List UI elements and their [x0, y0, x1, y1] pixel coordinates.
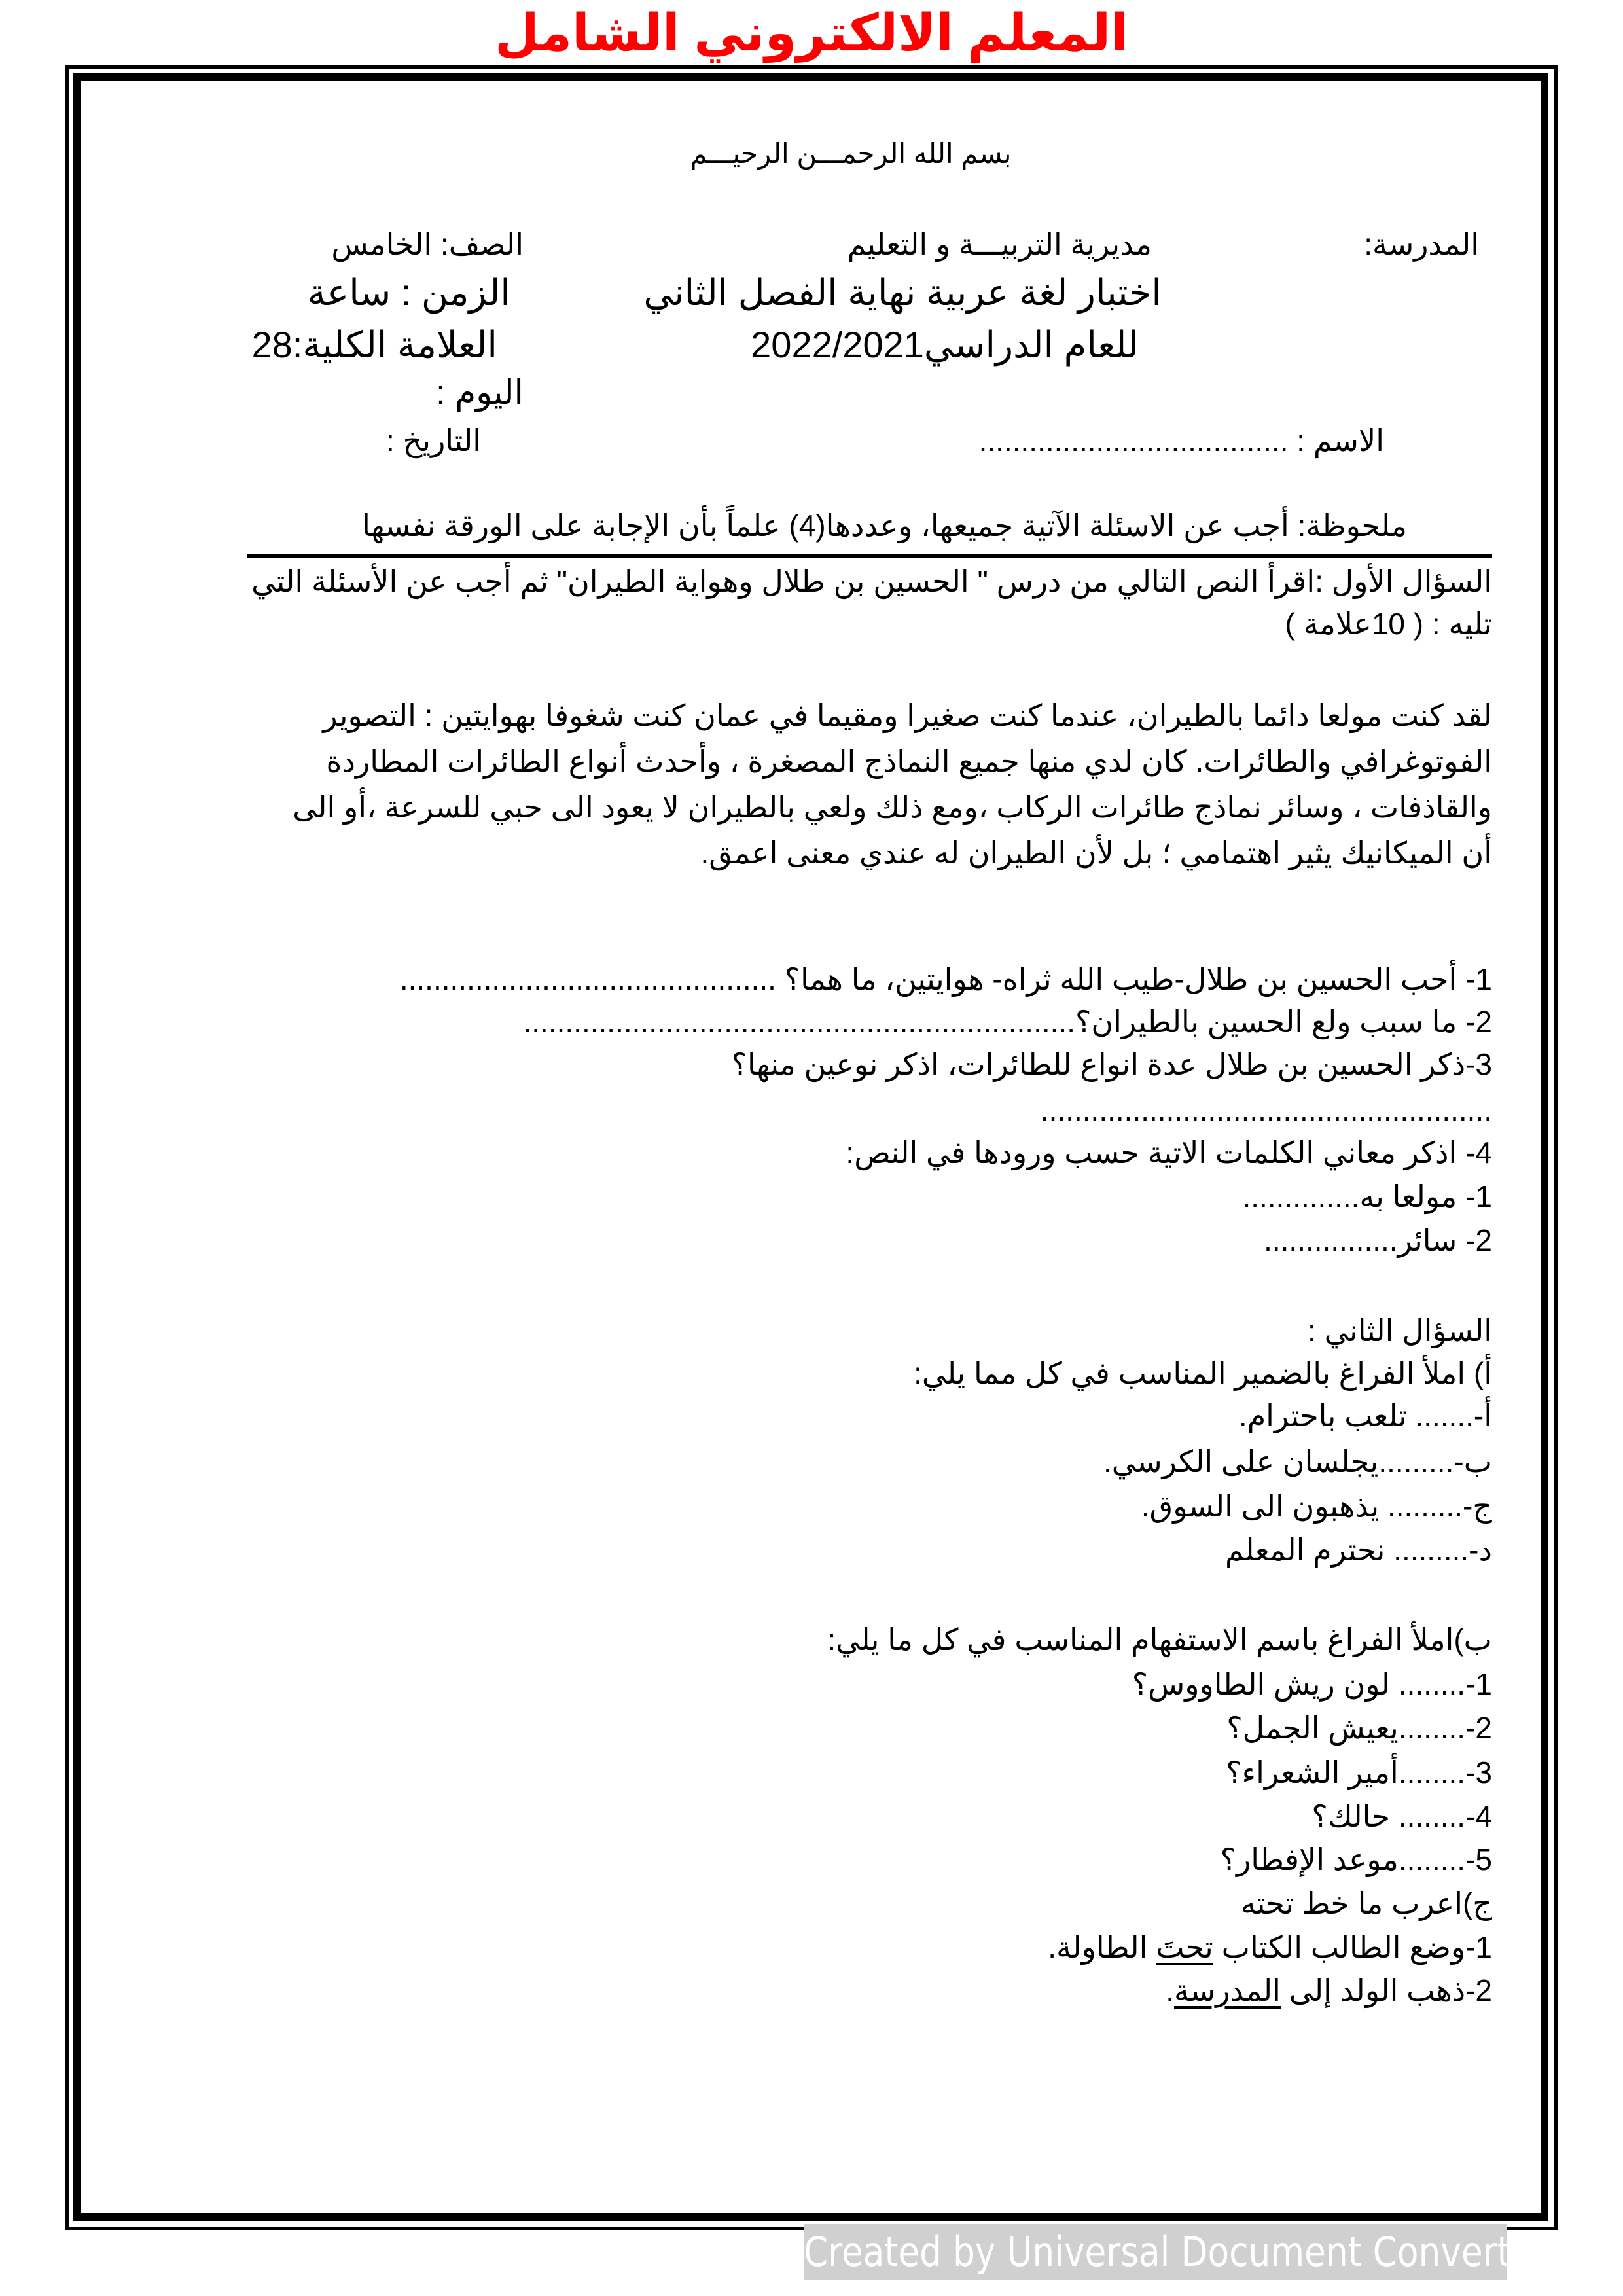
- answer-line[interactable]: ......................................................: [1040, 1093, 1492, 1127]
- q2c-item-text: .: [1166, 1973, 1174, 2007]
- q1-item-3: 3-ذكر الحسين بن طلال عدة انواع للطائرات، اذكر نوعين منها؟: [731, 1047, 1492, 1081]
- academic-year: للعام الدراسي2022/2021: [751, 324, 1139, 365]
- passage-line: أن الميكانيك يثير اهتمامي ؛ بل لأن الطيران له عندي معنى اعمق.: [700, 836, 1492, 870]
- q1-item-4-word-2: 2- سائر................: [1264, 1223, 1492, 1257]
- school-label: المدرسة:: [1364, 227, 1479, 261]
- q2b-item: 2-........يعيش الجمل؟: [1226, 1711, 1492, 1745]
- site-title: المعلم الالكتروني الشامل: [495, 4, 1128, 62]
- q2a-item: ب-.........يجلسان على الكرسي.: [1103, 1444, 1492, 1479]
- q2a-item: ج-......... يذهبون الى السوق.: [1141, 1489, 1492, 1523]
- passage-line: والقاذفات ، وسائر نماذج طائرات الركاب ،ومع ذلك ولعي بالطيران لا يعود الى حبي للسرعة ،أو الى: [293, 790, 1492, 824]
- q2a-item: أ-....... تلعب باحترام.: [1238, 1399, 1492, 1433]
- q2b-item: 3-........أمير الشعراء؟: [1226, 1755, 1492, 1789]
- q1-intro-line2: تليه : ( 10علامة ): [1285, 607, 1492, 641]
- q1-item-4-word-1: 1- مولعا به..............: [1242, 1179, 1492, 1213]
- passage-line: الفوتوغرافي والطائرات. كان لدي منها جميع النماذج المصغرة ، وأحدث أنواع الطائرات المطاردة: [326, 744, 1492, 778]
- directorate: مديرية التربيـــة و التعليم: [847, 227, 1152, 261]
- separator-line: [247, 554, 1492, 558]
- exam-title: اختبار لغة عربية نهاية الفصل الثاني: [643, 272, 1162, 313]
- passage-line: لقد كنت مولعا دائما بالطيران، عندما كنت صغيرا ومقيما في عمان كنت شغوفا بهوايتين : التصوير: [323, 698, 1492, 732]
- q2c-item-text: 2-ذهب الولد إلى: [1280, 1973, 1492, 2007]
- day-field: اليوم :: [436, 374, 524, 412]
- converter-watermark: Created by Universal Document Converter: [804, 2224, 1507, 2280]
- q2b-item: 4-........ حالك؟: [1311, 1799, 1492, 1833]
- student-name-field[interactable]: الاسم : .....................................: [978, 423, 1384, 457]
- q2c-item-text: الطاولة.: [1048, 1930, 1156, 1964]
- q2c-item: [1166, 1969, 1492, 2012]
- q2c-instruction: ج)اعرب ما خط تحته: [1240, 1886, 1492, 1920]
- q2b-item: 5-........موعد الإفطار؟: [1220, 1842, 1492, 1876]
- q1-intro-line1: السؤال الأول :اقرأ النص التالي من درس " الحسين بن طلال وهواية الطيران" ثم أجب عن الأسئلة التي: [251, 564, 1492, 598]
- q2a-item: د-......... نحترم المعلم: [1224, 1533, 1492, 1567]
- q2-title: السؤال الثاني :: [1308, 1314, 1492, 1348]
- q2c-item: [1048, 1926, 1492, 1969]
- date-field: التاريخ :: [386, 423, 481, 457]
- underlined-word: تحتَ: [1156, 1930, 1213, 1964]
- total-marks: العلامة الكلية:28: [251, 324, 497, 365]
- q2c-item-text: 1-وضع الطالب الكتاب: [1213, 1930, 1492, 1964]
- q2b-instruction: ب)املأ الفراغ باسم الاستفهام المناسب في كل ما يلي:: [827, 1623, 1492, 1657]
- q1-item-2: 2- ما سبب ولع الحسين بالطيران؟..................................................................: [523, 1005, 1492, 1039]
- q2b-item: 1-........ لون ريش الطاووس؟: [1132, 1667, 1492, 1701]
- q1-item-4: 4- اذكر معاني الكلمات الاتية حسب ورودها في النص:: [846, 1136, 1492, 1170]
- exam-duration: الزمن : ساعة: [307, 272, 510, 313]
- bismillah: بسم الله الرحمـــن الرحيـــم: [690, 138, 1012, 169]
- underlined-word: المدرسة: [1174, 1973, 1281, 2007]
- q1-item-1: 1- أحب الحسين بن طلال-طيب الله ثراه- هوايتين، ما هما؟ .............................................: [399, 962, 1492, 996]
- exam-note: ملحوظة: أجب عن الاسئلة الآتية جميعها، وعددها(4) علماً بأن الإجابة على الورقة نفسها: [362, 509, 1407, 543]
- q2a-instruction: أ) املأ الفراغ بالضمير المناسب في كل مما يلي:: [914, 1356, 1492, 1390]
- grade: الصف: الخامس: [331, 227, 524, 261]
